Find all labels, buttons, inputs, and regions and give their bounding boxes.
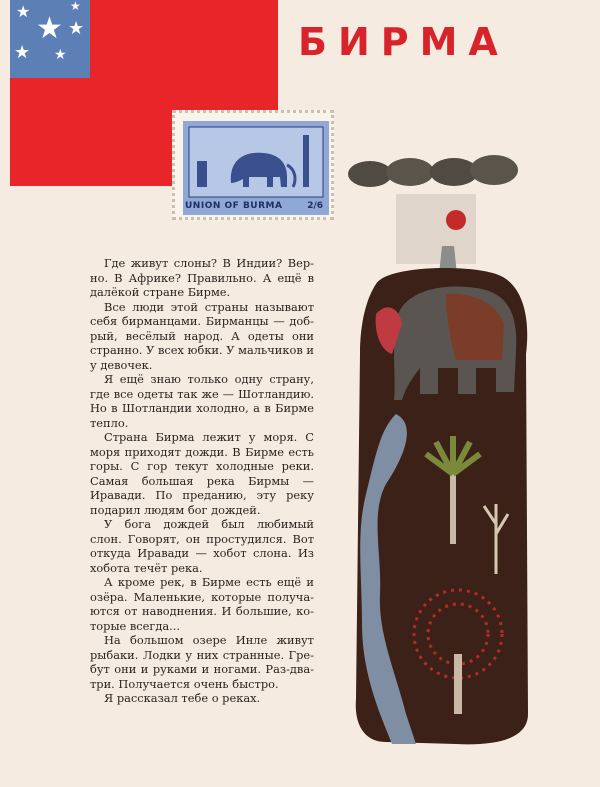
page-title: БИРМА [298, 20, 509, 64]
paragraph: У бога дождей был любимый слон. Говорят, он простудился. Вот откуда Иравади — хобот слона. Из хобота течёт река. [90, 517, 314, 575]
red-ball-icon [446, 210, 466, 230]
paragraph: Где живут слоны? В Индии? Верно. В Африке? Правильно. А ещё в далёкой стране Бирме. [90, 256, 314, 299]
paragraph: А кроме рек, в Бирме есть ещё и озёра. Маленькие, которые получаются от наводнения. И большие, которые всегда... [90, 575, 314, 633]
stamp-image [172, 110, 334, 220]
cloud-icon [348, 155, 518, 187]
paragraph: Страна Бирма лежит у моря. С моря приходят дожди. В Бирме есть горы. С гор текут холодные реки. Самая большая река Бирмы — Иравади. По преданию, эту реку подарил людям бог дождей. [90, 430, 314, 517]
stamp-caption: UNION OF BURMA [185, 201, 283, 211]
elephant-illustration [346, 154, 546, 754]
rain-haze [396, 194, 476, 264]
star-icon: ★ [54, 47, 67, 63]
flag-canton [10, 0, 90, 78]
star-icon: ★ [16, 2, 31, 21]
paragraph: Я рассказал тебе о реках. [104, 691, 261, 705]
star-icon: ★ [68, 18, 85, 39]
stamp-picture [183, 121, 323, 209]
star-icon: ★ [36, 11, 63, 46]
paragraph: Все люди этой страны называют себя бирманцами. Бирманцы — добрый, весёлый народ. А одеты они странно. У всех юбки. У мальчиков и у девочек. [90, 299, 314, 372]
star-icon: ★ [14, 42, 31, 63]
paragraph: Я ещё знаю только одну страну, где все одеты так же — Шотландию. Но в Шотландии холодно, а в Бирме тепло. [90, 372, 314, 430]
stamp-value: 2/6 [307, 201, 323, 211]
article-body [90, 256, 314, 706]
star-icon: ★ [70, 0, 81, 13]
paragraph: На большом озере Инле живут рыбаки. Лодки у них странные. Гребут они и руками и ногами. Раз-дватри. Получается очень быстро. [90, 633, 314, 691]
